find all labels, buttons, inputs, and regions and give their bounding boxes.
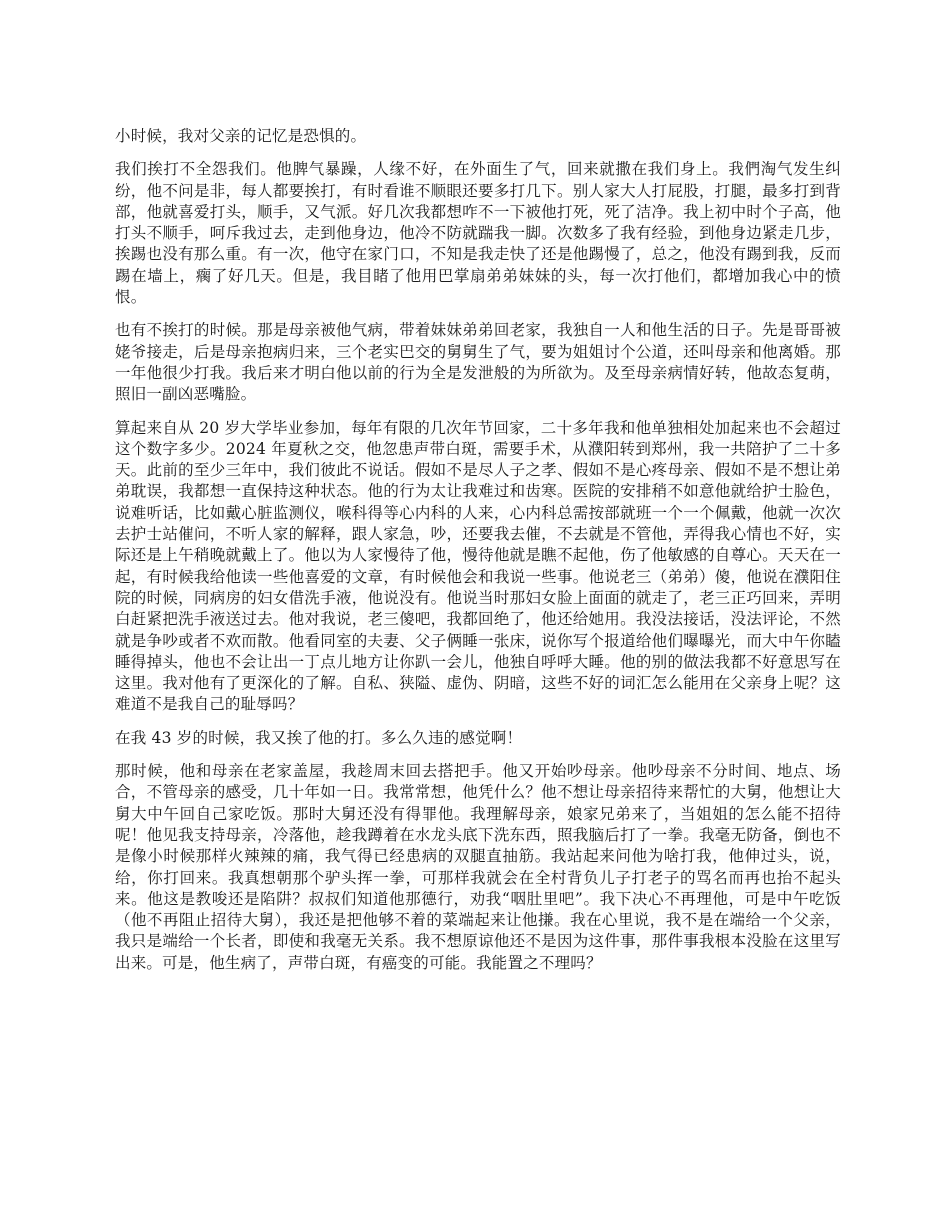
paragraph-house-building: 那时候，他和母亲在老家盖屋，我趁周末回去搭把手。他又开始吵母亲。他吵母亲不分时间、地点、场合，不管母亲的感受，几十年如一日。我常常想，他凭什么？他不想让母亲招待来帮忙的大舅，他想让大舅大中午回自己家吃饭。那时大舅还没有得罪他。我理解母亲，娘家兄弟来了，当姐姐的怎么能不招待呢！他见我支持母亲，冷落他，趁我蹲着在水龙头底下洗东西，照我脑后打了一拳。我毫无防备，倒也不是像小时候那样火辣辣的痛，我气得已经患病的双腿直抽筋。我站起来问他为啥打我，他伸过头，说，给，你打回来。我真想朝那个驴头挥一拳，可那样我就会在全村背负儿子打老子的骂名而再也抬不起头来。他这是教唆还是陷阱？叔叔们知道他那德行，劝我“咽肚里吧”。我下决心不再理他，可是中午吃饭（他不再阻止招待大舅），我还是把他够不着的菜端起来让他搛。我在心里说，我不是在端给一个父亲，我只是端给一个长者，即使和我毫无关系。我不想原谅他还不是因为这件事，那件事我根本没脸在这里写出来。可是，他生病了，声带白斑，有癌变的可能。我能置之不理吗？ [115,762,841,972]
paragraph-no-beatings: 也有不挨打的时候。那是母亲被他气病，带着妹妹弟弟回老家，我独自一人和他生活的日子。先是哥哥被姥爷接走，后是母亲抱病归来，三个老实巴交的舅舅生了气，要为姐姐讨个公道，还叫母亲和他离婚。那一年他很少打我。我后来才明白他以前的行为全是发泄般的为所欲为。及至母亲病情好转，他故态复萌，照旧一副凶恶嘴脸。 [115,321,841,404]
article-body [115,126,841,986]
paragraph-intro: 小时候，我对父亲的记忆是恐惧的。 [115,127,367,145]
paragraph-hospital: 算起来自从 20 岁大学毕业参加，每年有限的几次年节回家，二十多年我和他单独相处加起来也不会超过这个数字多少。2024 年夏秋之交，他忽患声带白斑，需要手术，从濮阳转到郑州，我一共陪护了二十多天。此前的至少三年中，我们彼此不说话。假如不是尽人子之孝、假如不是心疼母亲、假如不是不想让弟弟耽误，我都想一直保持这种状态。他的行为太让我难过和齿寒。医院的安排稍不如意他就给护士脸色，说难听话，比如戴心脏监测仪，喉科得等心内科的人来，心内科总需按部就班一个一个佩戴，他就一次次去护士站催问，不听人家的解释，跟人家急，吵，还要我去催，不去就是不管他，弄得我心情也不好，实际还是上午稍晚就戴上了。他以为人家慢待了他，慢待他就是瞧不起他，伤了他敏感的自尊心。天天在一起，有时候我给他读一些他喜爱的文章，有时候他会和我说一些事。他说老三（弟弟）傻，他说在濮阳住院的时候，同病房的妇女借洗手液，他说没有。他说当时那妇女脸上面面的就走了，老三正巧回来，弄明白赶紧把洗手液送过去。他对我说，老三傻吧，我都回绝了，他还给她用。我没法接话，没法评论，不然就是争吵或者不欢而散。他看同室的夫妻、父子俩睡一张床，说你写个报道给他们曝曝光，而大中午你瞌睡得掉头，他也不会让出一丁点儿地方让你趴一会儿，他独自呼呼大睡。他的别的做法我都不好意思写在这里。我对他有了更深化的了解。自私、狭隘、虚伪、阴暗，这些不好的词汇怎么能用在父亲身上呢？这难道不是我自己的耻辱吗？ [115,418,841,714]
paragraph-age-43: 在我 43 岁的时候，我又挨了他的打。多么久违的感觉啊！ [115,728,523,747]
paragraph-beatings: 我们挨打不全怨我们。他脾气暴躁，人缘不好，在外面生了气，回来就撒在我们身上。我們淘气发生纠纷，他不问是非，每人都要挨打，有时看谁不顺眼还要多打几下。别人家大人打屁股，打腿，最多打到背部，他就喜爱打头，顺手，又气派。好几次我都想咋不一下被他打死，死了洁净。我上初中时个子高，他打头不顺手，呵斥我过去，走到他身边，他冷不防就踹我一脚。次数多了我有经验，到他身边紧走几步，挨踢也没有那么重。有一次，他守在家门口，不知是我走快了还是他踢慢了，总之，他没有踢到我，反而踢在墙上，瘸了好几天。但是，我目睹了他用巴掌扇弟弟妹妹的头，每一次打他们，都增加我心中的愤恨。 [115,160,841,307]
